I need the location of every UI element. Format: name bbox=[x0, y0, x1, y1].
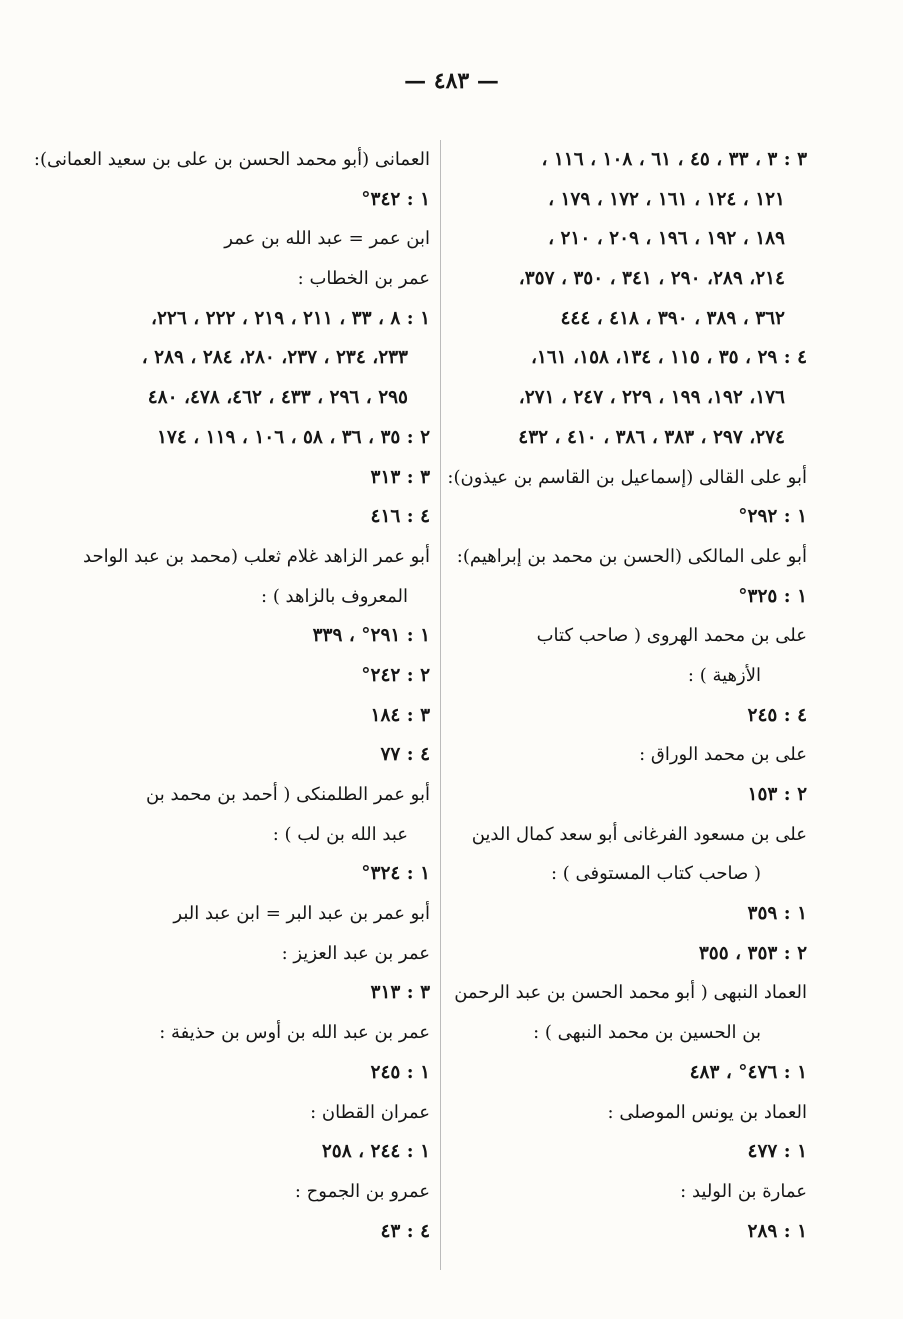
index-entry-heading: بن الحسين بن محمد النبهى ) : bbox=[533, 1022, 761, 1044]
index-page-refs: ٢٩٥ ، ٢٩٦ ، ٤٣٣ ، ٤٦٢، ٤٧٨، ٤٨٠ bbox=[147, 387, 408, 409]
index-page-refs: ٣ : ٣ ، ٣٣ ، ٤٥ ، ٦١ ، ١٠٨ ، ١١٦ ، bbox=[541, 149, 807, 170]
index-page-refs: ١ : ٣٤٢° bbox=[361, 188, 430, 210]
index-entry-heading: عمر بن الخطاب : bbox=[297, 268, 430, 290]
index-page-refs: ٤ : ٧٧ bbox=[380, 744, 430, 766]
index-entry-heading: المعروف بالزاهد ) : bbox=[261, 585, 408, 607]
index-entry-heading: الأزهية ) : bbox=[687, 664, 761, 686]
column-divider bbox=[440, 140, 441, 1270]
index-page-refs: ١٢١ ، ١٢٤ ، ١٦١ ، ١٧٢ ، ١٧٩ ، bbox=[548, 188, 785, 210]
index-page-refs: ٢ : ٣٥ ، ٣٦ ، ٥٨ ، ١٠٦ ، ١١٩ ، ١٧٤ bbox=[156, 426, 430, 448]
index-column-left bbox=[33, 140, 430, 1251]
index-entry-heading: العماد بن يونس الموصلى : bbox=[607, 1101, 807, 1123]
index-page-refs: ١٨٩ ، ١٩٢ ، ١٩٦ ، ٢٠٩ ، ٢١٠ ، bbox=[548, 228, 785, 250]
index-page-refs: ٤ : ٤١٦ bbox=[370, 506, 430, 528]
index-entry-heading: أبو على المالكى (الحسن بن محمد بن إبراهيم): bbox=[456, 545, 807, 567]
index-page-refs: ٢ : ٢٤٢° bbox=[361, 664, 430, 686]
index-page-refs: ٢ : ٣٥٣ ، ٣٥٥ bbox=[698, 942, 807, 964]
index-entry-heading: أبو عمر الطلمنكى ( أحمد بن محمد بن bbox=[146, 784, 430, 805]
index-entry-heading: على بن محمد الهروى ( صاحب كتاب bbox=[536, 625, 807, 647]
index-page-refs: ١ : ٢٨٩ bbox=[747, 1220, 807, 1242]
index-entry-heading: أبو على القالى (إسماعيل بن القاسم بن عيذون): bbox=[447, 466, 807, 488]
page-number: — ٤٨٣ — bbox=[404, 68, 499, 94]
index-page-refs: ١ : ٣٢٥° bbox=[738, 585, 807, 607]
index-page-refs: ٤ : ٢٤٥ bbox=[747, 704, 807, 726]
index-page-refs: ٢٣٣، ٢٣٤ ، ٢٣٧، ٢٨٠، ٢٨٤ ، ٢٨٩ ، bbox=[141, 347, 408, 369]
index-page-refs: ١ : ٢٤٤ ، ٢٥٨ bbox=[321, 1141, 430, 1163]
index-entry-heading: عمر بن عبد الله بن أوس بن حذيفة : bbox=[159, 1022, 430, 1044]
index-page-refs: ١ : ٣٥٩ bbox=[747, 903, 807, 925]
index-page-refs: ١ : ٢٤٥ bbox=[370, 1061, 430, 1083]
index-entry-heading: ( صاحب كتاب المستوفى ) : bbox=[550, 863, 761, 885]
index-page-refs: ١ : ٤٧٦° ، ٤٨٣ bbox=[689, 1061, 807, 1083]
index-entry-heading: أبو عمر بن عبد البر = ابن عبد البر bbox=[173, 903, 430, 925]
index-page-refs: ٣٦٢ ، ٣٨٩ ، ٣٩٠ ، ٤١٨ ، ٤٤٤ bbox=[560, 307, 785, 329]
index-page-refs: ١٧٦، ١٩٢، ١٩٩ ، ٢٢٩ ، ٢٤٧ ، ٢٧١، bbox=[518, 387, 785, 409]
index-page-refs: ٢١٤، ٢٨٩، ٢٩٠ ، ٣٤١ ، ٣٥٠ ، ٣٥٧، bbox=[518, 268, 785, 290]
index-page-refs: ٣ : ٣١٣ bbox=[370, 466, 430, 488]
index-entry-heading: على بن محمد الوراق : bbox=[639, 744, 807, 766]
index-entry-heading: عمرو بن الجموح : bbox=[294, 1180, 430, 1202]
index-page-refs: ١ : ٢٩١° ، ٣٣٩ bbox=[312, 625, 430, 647]
index-entry-heading: على بن مسعود الفرغانى أبو سعد كمال الدين bbox=[471, 823, 807, 845]
index-page-refs: ١ : ٤٧٧ bbox=[747, 1141, 807, 1163]
index-page-refs: ٢ : ١٥٣ bbox=[747, 784, 807, 805]
index-entry-heading: العمانى (أبو محمد الحسن بن على بن سعيد العمانى): bbox=[33, 149, 430, 170]
index-entry-heading: عمر بن عبد العزيز : bbox=[281, 942, 430, 964]
index-page-refs: ١ : ٣٢٤° bbox=[361, 863, 430, 885]
index-column-right bbox=[447, 140, 807, 1251]
index-entry-heading: عبد الله بن لب ) : bbox=[272, 823, 408, 845]
index-page-refs: ٣ : ٣١٣ bbox=[370, 982, 430, 1004]
index-entry-heading: أبو عمر الزاهد غلام ثعلب (محمد بن عبد الواحد bbox=[83, 545, 430, 567]
index-entry-heading: العماد النبهى ( أبو محمد الحسن بن عبد الرحمن bbox=[454, 982, 807, 1004]
index-entry-heading: عمران القطان : bbox=[310, 1101, 430, 1123]
index-page-refs: ٢٧٤، ٢٩٧ ، ٣٨٣ ، ٣٨٦ ، ٤١٠ ، ٤٣٢ bbox=[518, 426, 785, 448]
index-entry-heading: ابن عمر = عبد الله بن عمر bbox=[224, 228, 430, 250]
index-page-refs: ٤ : ٢٩ ، ٣٥ ، ١١٥ ، ١٣٤، ١٥٨، ١٦١، bbox=[530, 347, 807, 369]
index-page-refs: ١ : ٨ ، ٣٣ ، ٢١١ ، ٢١٩ ، ٢٢٢ ، ٢٢٦، bbox=[151, 307, 430, 329]
index-page-refs: ٣ : ١٨٤ bbox=[370, 704, 430, 726]
index-entry-heading: عمارة بن الوليد : bbox=[680, 1180, 807, 1202]
index-page-refs: ١ : ٢٩٢° bbox=[738, 506, 807, 528]
index-page-refs: ٤ : ٤٣ bbox=[380, 1220, 430, 1242]
